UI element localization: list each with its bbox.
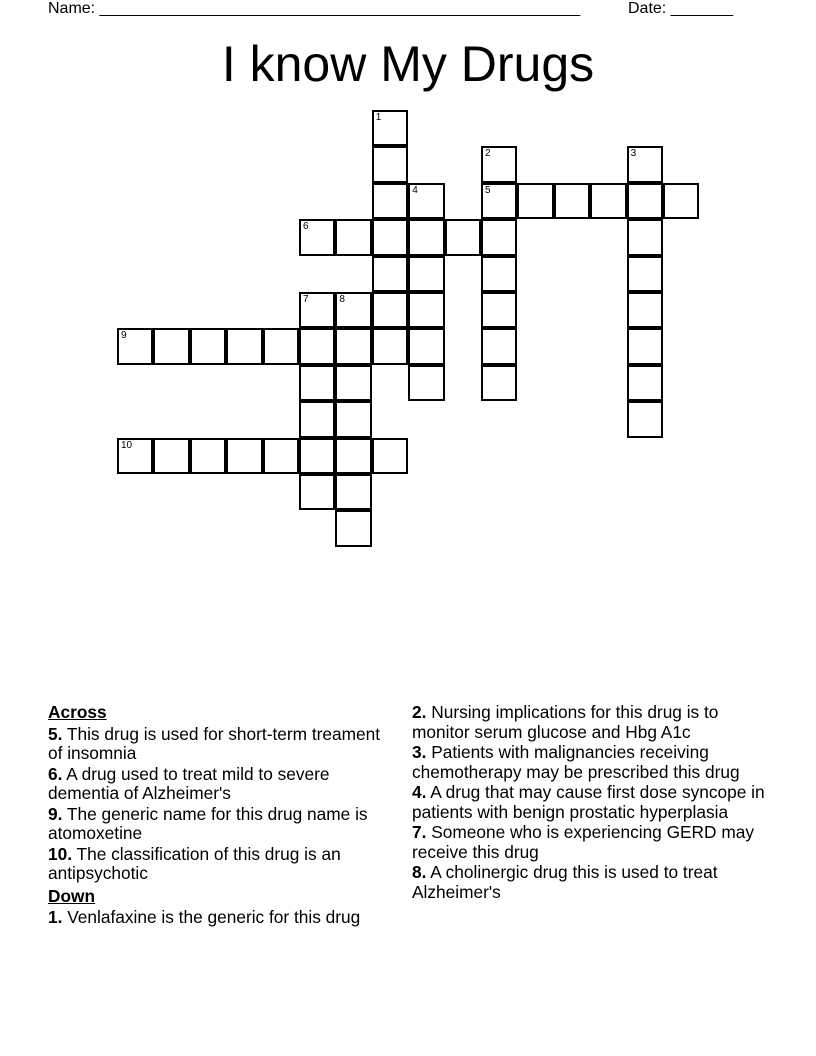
crossword-cell[interactable] xyxy=(335,365,371,401)
crossword-cell[interactable] xyxy=(153,438,189,474)
crossword-cell[interactable] xyxy=(481,219,517,255)
crossword-cell[interactable] xyxy=(627,256,663,292)
crossword-cell[interactable] xyxy=(408,183,444,219)
cell-number: 1 xyxy=(375,112,382,123)
clue-number: 4. xyxy=(412,782,427,802)
clue-number: 6. xyxy=(48,763,63,784)
crossword-cell[interactable] xyxy=(554,183,590,219)
cell-number: 6 xyxy=(303,221,309,233)
crossword-cell[interactable] xyxy=(335,292,371,328)
crossword-cell[interactable] xyxy=(627,401,663,437)
crossword-cell[interactable] xyxy=(372,438,408,474)
crossword-cell[interactable] xyxy=(190,438,226,474)
clues-left-column xyxy=(48,703,393,929)
crossword-cell[interactable] xyxy=(627,292,663,328)
clue-text: A drug used to treat mild to severe dementia of Alzheimer's xyxy=(48,763,330,803)
clue-across-6 xyxy=(48,765,393,804)
crossword-cell[interactable] xyxy=(299,292,335,328)
crossword-cell[interactable] xyxy=(263,328,299,364)
crossword-cell[interactable] xyxy=(335,510,371,546)
crossword-cell[interactable] xyxy=(153,328,189,364)
crossword-cell[interactable] xyxy=(408,365,444,401)
crossword-cell[interactable] xyxy=(335,219,371,255)
crossword-cell[interactable] xyxy=(226,328,262,364)
clue-text: This drug is used for short-term treament of insomnia xyxy=(48,723,381,763)
clue-text: Patients with malignancies receiving chemotherapy may be prescribed this drug xyxy=(412,742,740,782)
clue-down-7 xyxy=(412,823,777,862)
crossword-cell[interactable] xyxy=(408,328,444,364)
crossword-cell[interactable] xyxy=(627,365,663,401)
clue-down-8 xyxy=(412,863,777,902)
clue-across-10 xyxy=(48,845,393,884)
clue-across-9 xyxy=(48,805,393,844)
clue-text: Venlafaxine is the generic for this drug xyxy=(67,907,361,927)
clue-number: 7. xyxy=(412,822,427,842)
crossword-cell[interactable] xyxy=(117,328,153,364)
crossword-cell[interactable] xyxy=(335,401,371,437)
crossword-cell[interactable] xyxy=(627,328,663,364)
crossword-cell[interactable] xyxy=(299,438,335,474)
crossword-cell[interactable] xyxy=(299,474,335,510)
crossword-cell[interactable] xyxy=(117,438,153,474)
crossword-cell[interactable] xyxy=(263,438,299,474)
crossword-cell[interactable] xyxy=(372,256,408,292)
crossword-cell[interactable] xyxy=(445,219,481,255)
page-title: I know My Drugs xyxy=(221,36,595,92)
clue-down-4 xyxy=(412,783,777,822)
crossword-cell[interactable] xyxy=(517,183,553,219)
crossword-cell[interactable] xyxy=(481,183,517,219)
clue-number: 5. xyxy=(48,723,63,744)
cell-number: 9 xyxy=(121,330,127,342)
crossword-cell[interactable] xyxy=(335,474,371,510)
crossword-cell[interactable] xyxy=(299,365,335,401)
clue-down-1 xyxy=(48,908,393,928)
cell-number: 5 xyxy=(485,184,491,196)
clue-text: Someone who is experiencing GERD may receive this drug xyxy=(412,822,754,862)
cell-number: 8 xyxy=(339,294,345,305)
crossword-cell[interactable] xyxy=(299,219,335,255)
crossword-cell[interactable] xyxy=(481,292,517,328)
clue-text: A drug that may cause first dose syncope in patients with benign prostatic hyperplasia xyxy=(412,782,765,822)
clue-number: 8. xyxy=(412,862,427,882)
cell-number: 7 xyxy=(303,294,309,305)
clue-number: 10. xyxy=(48,843,73,864)
crossword-cell[interactable] xyxy=(408,219,444,255)
crossword-cell[interactable] xyxy=(372,146,408,182)
crossword-cell[interactable] xyxy=(372,183,408,219)
clue-number: 3. xyxy=(412,742,427,762)
crossword-cell[interactable] xyxy=(481,365,517,401)
crossword-cell[interactable] xyxy=(299,328,335,364)
crossword-cell[interactable] xyxy=(590,183,626,219)
across-heading: Across xyxy=(48,702,107,722)
name-label: Name: ______________________________________________________ xyxy=(48,0,581,17)
cell-number: 3 xyxy=(630,148,637,160)
clue-number: 9. xyxy=(48,803,63,824)
down-heading: Down xyxy=(48,885,96,906)
crossword-cell[interactable] xyxy=(372,110,408,146)
crossword-cell[interactable] xyxy=(627,146,663,182)
cell-number: 4 xyxy=(412,184,418,196)
date-label: Date: _______ xyxy=(628,0,733,17)
crossword-cell[interactable] xyxy=(335,328,371,364)
crossword-cell[interactable] xyxy=(408,256,444,292)
crossword-cell[interactable] xyxy=(372,219,408,255)
crossword-cell[interactable] xyxy=(372,328,408,364)
clue-text: Nursing implications for this drug is to monitor serum glucose and Hbg A1c xyxy=(412,702,719,742)
crossword-cell[interactable] xyxy=(481,328,517,364)
crossword-cell[interactable] xyxy=(190,328,226,364)
crossword-cell[interactable] xyxy=(226,438,262,474)
crossword-cell[interactable] xyxy=(627,183,663,219)
clue-down-2 xyxy=(412,703,777,742)
crossword-cell[interactable] xyxy=(663,183,699,219)
crossword-cell[interactable] xyxy=(481,256,517,292)
crossword-cell[interactable] xyxy=(627,219,663,255)
clue-text: The generic name for this drug name is atomoxetine xyxy=(48,803,368,843)
crossword-cell[interactable] xyxy=(408,292,444,328)
clue-number: 2. xyxy=(412,702,427,722)
clue-text: The classification of this drug is an antipsychotic xyxy=(48,843,341,883)
clue-text: A cholinergic drug this is used to treat Alzheimer's xyxy=(412,862,718,902)
clue-number: 1. xyxy=(48,907,63,927)
cell-number: 10 xyxy=(121,439,133,451)
clue-down-3 xyxy=(412,743,777,782)
cell-number: 2 xyxy=(485,148,491,160)
crossword-cell[interactable] xyxy=(335,438,371,474)
crossword-cell[interactable] xyxy=(481,146,517,182)
clues-right-column xyxy=(412,703,777,903)
clue-across-5 xyxy=(48,725,393,764)
crossword-cell[interactable] xyxy=(372,292,408,328)
crossword-cell[interactable] xyxy=(299,401,335,437)
